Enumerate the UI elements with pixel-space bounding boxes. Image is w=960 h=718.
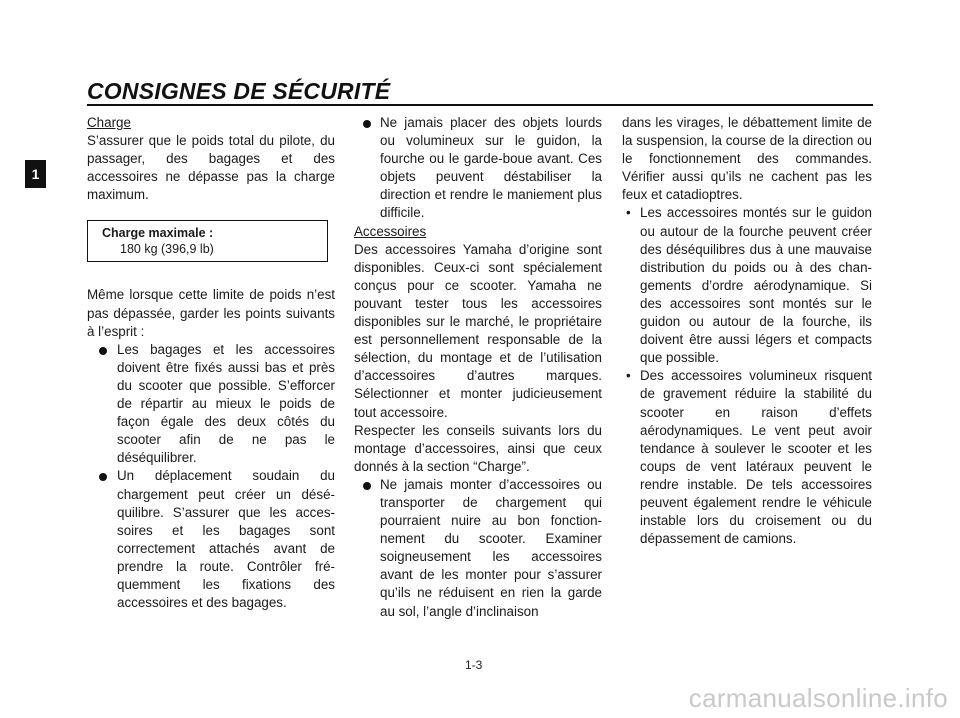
- list-item: Un déplacement soudain du chargement peut créer un déséquilibre. S’assurer que les accessoires et les bagages sont correctement attachés avant de prendre la route. Contrôler fréquemment les fixations des accessoires et des bagages.: [87, 467, 335, 612]
- section-tab: 1: [25, 160, 46, 188]
- column-2: [354, 114, 602, 621]
- accessoires-paragraph-1: Des accessoires Yamaha d’origine sont disponibles. Ceux-ci sont spécialement conçus pour ce scooter. Yamaha ne pouvant tester tous les accessoires disponibles sur le marché, le propriétaire est personnellement responsable de la sélection, du montage et de l’utilisation d’accessoires d’autres marques. Sélectionner et monter judicieusement tout accessoire.: [354, 241, 602, 420]
- column-3: [622, 114, 872, 548]
- list-item: • Des accessoires volumineux risquent de gravement réduire la stabilité du scooter en raison d’effets aérodynamiques. Le vent peut avoir tendance à soulever le scooter et les coups de vent latéraux peuvent le rendre instable. De tels accessoires peuvent également rendre le véhicule instable lors du croisement ou du dépassement de camions.: [622, 367, 872, 548]
- charge-intro: S’assurer que le poids total du pilote, du passager, des bagages et des accessoires ne dépasse pas la charge maximum.: [87, 133, 335, 203]
- page-number: 1-3: [465, 658, 483, 672]
- max-load-box: [87, 220, 328, 262]
- accessoires-paragraph-2: Respecter les conseils suivants lors du montage d’accessoires, ainsi que ceux donnés à la section “Charge”.: [354, 422, 602, 474]
- max-load-label: Charge maximale :: [102, 226, 214, 241]
- accessory-warnings-list: [622, 204, 872, 548]
- list-item: Ne jamais monter d’accessoires ou transporter de chargement qui pourraient nuire au bon fonctionnement du scooter. Examiner soigneusement les accessoires avant de les monter pour s’assurer qu’ils ne réduisent en rien la garde au sol, l’angle d’inclinaison: [354, 476, 602, 621]
- watermark: carmanualsonline.info: [688, 683, 948, 713]
- continuation-paragraph: dans les virages, le débattement limite de la suspension, la course de la direction ou le fonctionnement des commandes. Vérifier aussi qu’ils ne cachent pas les feux et catadioptres.: [622, 115, 872, 203]
- top-bullet-list: [354, 114, 602, 223]
- list-item: • Les accessoires montés sur le guidon ou autour de la fourche peuvent créer des déséquilibres dus à une mauvaise distribution du poids ou à des changements d’ordre aérodynamique. Si des accessoires sont montés sur le guidon ou autour de la fourche, ils doivent être aussi légers et compacts que possible.: [622, 204, 872, 367]
- accessoires-bullet-list: [354, 476, 602, 621]
- max-load-value: 180 kg (396,9 lb): [120, 242, 214, 257]
- heading-accessoires: Accessoires: [354, 223, 427, 239]
- list-item: Les bagages et les accessoires doivent être fixés aussi bas et près du scooter que possible. S’efforcer de répartir au mieux le poids de façon égale des deux côtés du scooter afin de ne pas le déséquilibrer.: [87, 341, 335, 468]
- list-item: Ne jamais placer des objets lourds ou volumineux sur le guidon, la fourche ou le garde-boue avant. Ces objets peuvent déstabiliser la direction et rendre le maniement plus difficile.: [354, 114, 602, 223]
- page-title: CONSIGNES DE SÉCURITÉ: [87, 78, 391, 104]
- charge-paragraph: Même lorsque cette limite de poids n’est pas dépassée, garder les points suivants à l’esprit :: [87, 287, 335, 339]
- column-1: [87, 114, 335, 612]
- title-rule: [87, 104, 873, 106]
- charge-bullet-list: [87, 341, 335, 612]
- heading-charge: Charge: [87, 115, 131, 130]
